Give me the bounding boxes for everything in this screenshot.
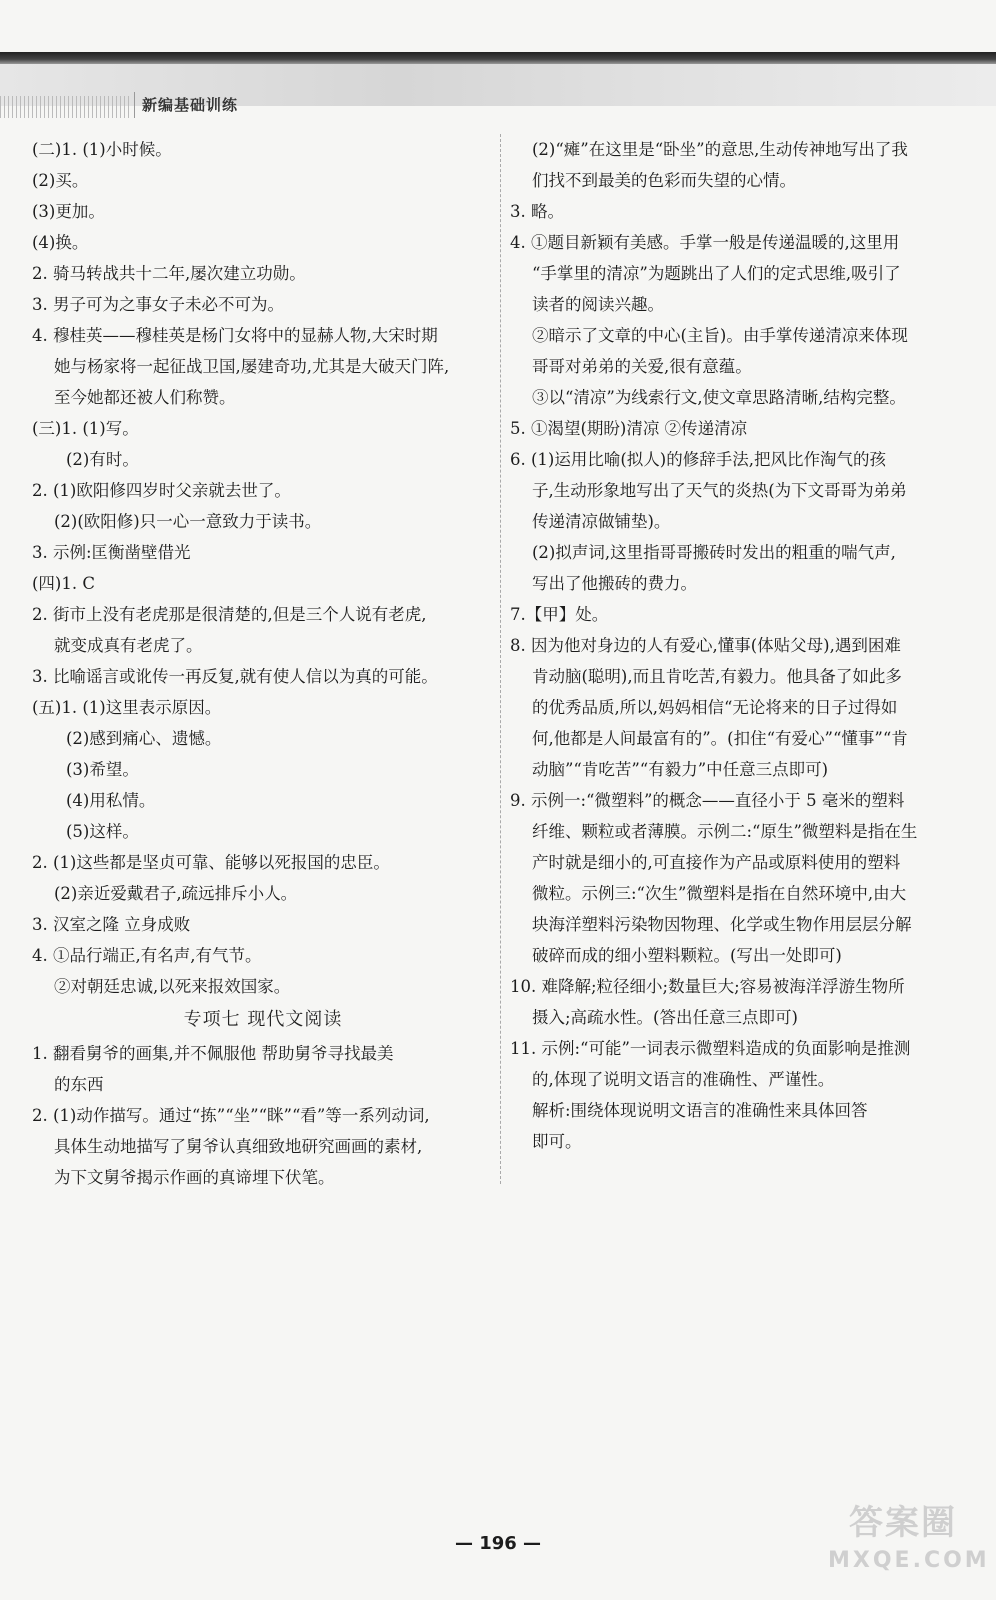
answer-line: (2)亲近爱戴君子,疏远排斥小人。 bbox=[54, 884, 298, 903]
answer-line: (2)拟声词,这里指哥哥搬砖时发出的粗重的喘气声, bbox=[532, 543, 896, 562]
answer-line: 即可。 bbox=[532, 1132, 582, 1151]
answer-line: (2)“瘫”在这里是“卧坐”的意思,生动传神地写出了我 bbox=[532, 140, 908, 159]
right-column bbox=[510, 134, 970, 1157]
answer-line: (五)1. (1)这里表示原因。 bbox=[32, 698, 222, 717]
header-stripes bbox=[0, 96, 130, 118]
answer-line: 微粒。示例三:“次生”微塑料是指在自然环境中,由大 bbox=[532, 884, 907, 903]
answer-line: 具体生动地描写了舅爷认真细致地研究画画的素材, bbox=[54, 1137, 423, 1156]
answer-line: 的优秀品质,所以,妈妈相信“无论将来的日子过得如 bbox=[532, 698, 898, 717]
left-answer-lines-after bbox=[32, 1038, 494, 1193]
answer-line: 2. 街市上没有老虎那是很清楚的,但是三个人说有老虎, bbox=[32, 605, 427, 624]
answer-line: 3. 示例:匡衡凿壁借光 bbox=[32, 543, 191, 562]
left-answer-lines bbox=[32, 134, 494, 1002]
watermark-bottom: MXQE.COM bbox=[828, 1548, 990, 1573]
answer-line: 肯动脑(聪明),而且肯吃苦,有毅力。他具备了如此多 bbox=[532, 667, 902, 686]
answer-line: (5)这样。 bbox=[66, 822, 139, 841]
answer-line: (2)感到痛心、遗憾。 bbox=[66, 729, 222, 748]
answer-line: 们找不到最美的色彩而失望的心情。 bbox=[532, 171, 796, 190]
answer-line: 3. 比喻谣言或讹传一再反复,就有使人信以为真的可能。 bbox=[32, 667, 438, 686]
answer-line: (2)(欧阳修)只一心一意致力于读书。 bbox=[54, 512, 322, 531]
answer-line: (3)希望。 bbox=[66, 760, 139, 779]
answer-line: 3. 男子可为之事女子未必不可为。 bbox=[32, 295, 284, 314]
answer-line: 2. 骑马转战共十二年,屡次建立功勋。 bbox=[32, 264, 306, 283]
answer-line: 3. 略。 bbox=[510, 202, 564, 221]
answer-line: 5. ①渴望(期盼)清凉 ②传递清凉 bbox=[510, 419, 748, 438]
answer-line: 2. (1)动作描写。通过“拣”“坐”“眯”“看”等一系列动词, bbox=[32, 1106, 430, 1125]
answer-line: 纤维、颗粒或者薄膜。示例二:“原生”微塑料是指在生 bbox=[532, 822, 918, 841]
answer-line: 7.【甲】处。 bbox=[510, 605, 609, 624]
answer-line: 11. 示例:“可能”一词表示微塑料造成的负面影响是推测 bbox=[510, 1039, 911, 1058]
answer-line: (三)1. (1)写。 bbox=[32, 419, 139, 438]
answer-line: 的,体现了说明文语言的准确性、严谨性。 bbox=[532, 1070, 835, 1089]
answer-line: 9. 示例一:“微塑料”的概念——直径小于 5 毫米的塑料 bbox=[510, 791, 905, 810]
answer-line: (四)1. C bbox=[32, 574, 95, 593]
right-answer-lines bbox=[510, 134, 970, 1157]
answer-line: 解析:围绕体现说明文语言的准确性来具体回答 bbox=[532, 1101, 868, 1120]
answer-line: 何,他都是人间最富有的”。(扣住“有爱心”“懂事”“肯 bbox=[532, 729, 908, 748]
answer-line: (4)用私情。 bbox=[66, 791, 156, 810]
column-divider bbox=[500, 134, 501, 1184]
answer-line: 为下文舅爷揭示作画的真谛埋下伏笔。 bbox=[54, 1168, 335, 1187]
answer-line: (3)更加。 bbox=[32, 202, 105, 221]
answer-line: 至今她都还被人们称赞。 bbox=[54, 388, 236, 407]
top-border bbox=[0, 52, 996, 64]
answer-line: 10. 难降解;粒径细小;数量巨大;容易被海洋浮游生物所 bbox=[510, 977, 905, 996]
answer-line: (2)有时。 bbox=[66, 450, 139, 469]
answer-line: 她与杨家将一起征战卫国,屡建奇功,尤其是大破天门阵, bbox=[54, 357, 450, 376]
section-title: 专项七 现代文阅读 bbox=[183, 1009, 343, 1030]
answer-line: 摄入;高疏水性。(答出任意三点即可) bbox=[532, 1008, 798, 1027]
page-header-title: 新编基础训练 bbox=[142, 96, 239, 114]
answer-line: 块海洋塑料污染物因物理、化学或生物作用层层分解 bbox=[532, 915, 912, 934]
answer-line: ②对朝廷忠诚,以死来报效国家。 bbox=[54, 977, 291, 996]
page-number: — 196 — bbox=[454, 1533, 542, 1554]
answer-line: 3. 汉室之隆 立身成败 bbox=[32, 915, 191, 934]
watermark-top: 答案圈 bbox=[849, 1503, 957, 1543]
answer-line: 读者的阅读兴趣。 bbox=[532, 295, 664, 314]
answer-line: 破碎而成的细小塑料颗粒。(写出一处即可) bbox=[532, 946, 842, 965]
answer-line: 的东西 bbox=[54, 1075, 104, 1094]
answer-line: 4. 穆桂英——穆桂英是杨门女将中的显赫人物,大宋时期 bbox=[32, 326, 438, 345]
answer-line: 传递清凉做铺垫)。 bbox=[532, 512, 671, 531]
answer-line: (2)买。 bbox=[32, 171, 89, 190]
answer-line: 8. 因为他对身边的人有爱心,懂事(体贴父母),遇到困难 bbox=[510, 636, 901, 655]
watermark-logo bbox=[828, 1500, 990, 1590]
answer-line: 子,生动形象地写出了天气的炎热(为下文哥哥为弟弟 bbox=[532, 481, 907, 500]
answer-line: “手掌里的清凉”为题跳出了人们的定式思维,吸引了 bbox=[532, 264, 901, 283]
answer-line: 2. (1)这些都是坚贞可靠、能够以死报国的忠臣。 bbox=[32, 853, 390, 872]
answer-line: 2. (1)欧阳修四岁时父亲就去世了。 bbox=[32, 481, 291, 500]
left-column bbox=[32, 134, 494, 1193]
answer-line: (二)1. (1)小时候。 bbox=[32, 140, 172, 159]
answer-line: 1. 翻看舅爷的画集,并不佩服他 帮助舅爷寻找最美 bbox=[32, 1044, 394, 1063]
answer-line: 就变成真有老虎了。 bbox=[54, 636, 203, 655]
answer-line: 4. ①品行端正,有名声,有气节。 bbox=[32, 946, 262, 965]
answer-line: 哥哥对弟弟的关爱,很有意蕴。 bbox=[532, 357, 752, 376]
answer-line: 动脑”“肯吃苦”“有毅力”中任意三点即可) bbox=[532, 760, 829, 779]
answer-line: 6. (1)运用比喻(拟人)的修辞手法,把风比作淘气的孩 bbox=[510, 450, 886, 469]
answer-line: 写出了他搬砖的费力。 bbox=[532, 574, 697, 593]
answer-line: ③以“清凉”为线索行文,使文章思路清晰,结构完整。 bbox=[532, 388, 906, 407]
header-separator bbox=[134, 92, 135, 118]
answer-line: (4)换。 bbox=[32, 233, 89, 252]
answer-line: 4. ①题目新颖有美感。手掌一般是传递温暖的,这里用 bbox=[510, 233, 900, 252]
answer-line: ②暗示了文章的中心(主旨)。由手掌传递清凉来体现 bbox=[532, 326, 908, 345]
answer-line: 产时就是细小的,可直接作为产品或原料使用的塑料 bbox=[532, 853, 901, 872]
